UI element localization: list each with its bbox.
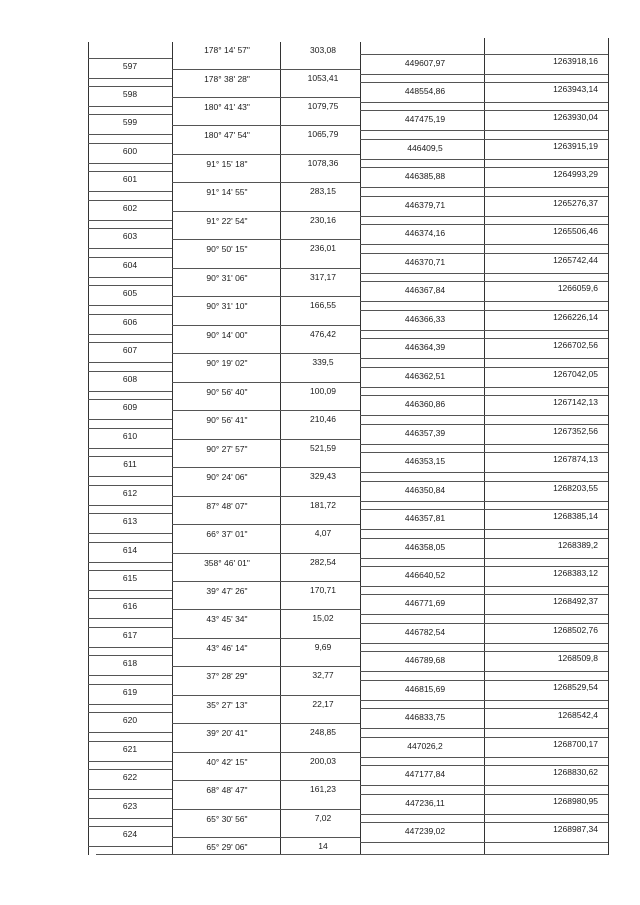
point-number: 604 [122,259,138,270]
row-line-left-lower [88,675,172,676]
point-number: 597 [122,60,138,71]
row-line-mid [172,723,360,724]
coord-y: 1268700,17 [553,738,598,749]
row-line-right [360,54,608,55]
row-line-left [88,314,172,315]
row-line-right-lower [360,216,608,217]
row-line-right [360,509,608,510]
coord-x: 446367,84 [404,285,446,296]
row-line-mid [172,353,360,354]
row-line-left-lower [88,732,172,733]
segment-angle: 90° 50' 15" [206,244,248,255]
coord-y: 1268509,8 [557,653,598,664]
row-line-mid [172,666,360,667]
row-line-mid [172,809,360,810]
row-line-left [88,741,172,742]
segment-distance: 7,02 [314,812,332,823]
segment-distance: 166,55 [310,300,336,311]
segment-angle: 90° 31' 10" [206,301,248,312]
row-line-right [360,623,608,624]
segment-angle: 40° 42' 15" [206,756,248,767]
segment-distance: 329,43 [310,471,336,482]
row-line-left [88,542,172,543]
point-number: 611 [123,459,137,470]
point-number: 609 [122,402,138,413]
row-line-right-lower [360,187,608,188]
point-number: 623 [122,800,138,811]
row-line-left-lower [88,476,172,477]
coord-y: 1266226,14 [553,311,598,322]
row-line-right [360,538,608,539]
segment-distance: 1079,75 [307,101,339,111]
coord-y: 1266059,6 [557,283,598,294]
point-number: 621 [122,743,138,754]
segment-distance: 200,03 [310,755,336,766]
row-line-right [360,367,608,368]
col-line-2 [280,42,281,855]
row-line-mid [172,125,360,126]
segment-angle: 91° 15' 18" [206,158,248,169]
coord-x: 447026,2 [407,740,443,751]
row-line-left [88,200,172,201]
segment-angle: 178° 38' 28" [204,73,250,84]
row-line-right-lower [360,671,608,672]
row-line-mid [172,553,360,554]
row-line-left [88,684,172,685]
row-line-mid [172,182,360,183]
coord-y: 1268383,12 [553,568,598,578]
point-number: 619 [122,686,138,697]
coord-y: 1268830,62 [553,767,598,778]
coord-y: 1263918,16 [553,55,598,66]
point-number: 615 [122,573,138,583]
row-line-right-lower [360,387,608,388]
row-line-right [360,651,608,652]
row-line-right-lower [360,301,608,302]
coord-y: 1268987,34 [553,824,598,835]
row-line-left [88,86,172,87]
row-line-left [88,598,172,599]
coord-y: 1268492,37 [553,596,598,607]
coord-x: 447239,02 [404,826,446,837]
row-line-right-lower [360,785,608,786]
coord-y: 1268980,95 [553,795,598,806]
segment-distance: 181,72 [310,499,336,510]
row-line-right [360,281,608,282]
coord-y: 1264993,29 [553,169,598,180]
row-line-right-lower [360,728,608,729]
row-line-mid [172,154,360,155]
row-line-right [360,338,608,339]
coord-y: 1263930,04 [553,112,598,123]
coord-x: 446833,75 [404,712,446,723]
row-line-right [360,82,608,83]
row-line-left-lower [88,505,172,506]
row-line-mid [172,325,360,326]
point-number: 614 [122,544,138,555]
segment-angle: 180° 47' 54" [204,130,250,141]
coord-y: 1267042,05 [553,368,598,379]
point-number: 600 [122,145,138,156]
row-line-left-lower [88,448,172,449]
row-line-right [360,822,608,823]
row-line-right [360,253,608,254]
row-line-right-lower [360,244,608,245]
row-line-right-lower [360,558,608,559]
row-line-right-lower [360,643,608,644]
row-line-right [360,765,608,766]
row-line-left-lower [88,334,172,335]
segment-distance: 100,09 [310,385,336,396]
row-line-right [360,139,608,140]
col-line-3 [360,42,361,855]
coord-x: 446370,71 [404,256,446,267]
row-line-left-lower [88,134,172,135]
segment-angle: 90° 31' 06" [206,272,248,283]
segment-angle: 43° 45' 34" [206,614,248,625]
coord-x: 447236,11 [405,797,445,808]
row-line-left [88,342,172,343]
row-line-mid [172,268,360,269]
segment-angle: 66° 37' 01" [206,529,248,539]
point-number: 618 [122,658,138,669]
point-number: 613 [122,516,138,526]
row-line-left-lower [88,248,172,249]
coord-y: 1263943,14 [553,84,598,94]
coord-x: 446366,33 [404,313,446,324]
row-line-left [88,371,172,372]
row-line-left [88,285,172,286]
row-line-left-lower [88,391,172,392]
segment-angle: 90° 56' 41" [206,415,248,426]
row-line-right-lower [360,586,608,587]
row-line-left [88,513,172,514]
segment-angle: 65° 29' 06" [206,842,248,853]
coord-x: 446771,69 [404,598,446,609]
segment-angle: 90° 56' 40" [206,386,248,397]
row-line-mid [172,609,360,610]
coord-x: 446815,69 [404,683,446,694]
row-line-left [88,769,172,770]
point-number: 601 [122,174,138,185]
segment-distance: 283,15 [310,186,336,197]
row-line-mid [172,752,360,753]
segment-distance: 1065,79 [307,129,339,140]
row-line-left-lower [88,106,172,107]
coord-y: 1265742,44 [553,254,598,265]
coord-x: 449607,97 [404,57,446,68]
point-number: 622 [122,772,138,783]
row-line-right [360,224,608,225]
segment-distance: 170,71 [310,585,336,595]
row-line-mid [172,496,360,497]
segment-angle: 39° 20' 41" [206,728,248,739]
segment-angle: 68° 48' 47" [206,785,248,796]
row-line-left-lower [88,362,172,363]
row-line-right [360,110,608,111]
bottom-line [96,854,608,855]
coord-y: 1265276,37 [553,197,598,208]
row-line-left-lower [88,191,172,192]
row-line-right-lower [360,415,608,416]
segment-angle: 178° 14' 57" [204,45,250,55]
row-line-right-lower [360,814,608,815]
point-number: 624 [122,829,138,840]
row-line-mid [172,524,360,525]
row-line-right [360,594,608,595]
segment-angle: 91° 14' 55" [206,187,248,198]
coord-y: 1268385,14 [553,511,598,521]
segment-angle: 90° 24' 06" [206,472,248,483]
coord-y: 1265506,46 [553,226,598,237]
point-number: 603 [122,231,138,242]
coord-x: 446357,81 [404,513,446,523]
row-line-right-lower [360,130,608,131]
segment-distance: 1078,36 [307,157,339,168]
row-line-right-lower [360,358,608,359]
row-line-left [88,456,172,457]
row-line-right-lower [360,444,608,445]
segment-distance: 236,01 [310,243,336,254]
row-line-mid [172,638,360,639]
row-line-left-lower [88,704,172,705]
row-line-right-lower [360,842,608,843]
segment-distance: 32,77 [312,670,334,681]
coord-y: 1267352,56 [553,425,598,436]
point-number: 608 [122,373,138,384]
row-line-right-lower [360,501,608,502]
segment-distance: 303,08 [310,45,336,55]
coord-x: 446640,52 [404,570,446,580]
segment-angle: 91° 22' 54" [206,215,248,226]
row-line-right [360,794,608,795]
segment-angle: 90° 14' 00" [206,329,248,340]
coord-x: 446350,84 [404,484,446,495]
coord-y: 1268529,54 [553,681,598,692]
row-line-right-lower [360,74,608,75]
row-line-left-lower [88,78,172,79]
row-line-left-lower [88,562,172,563]
segment-angle: 90° 27' 57" [206,443,248,454]
row-line-right [360,196,608,197]
coord-x: 447475,19 [404,114,446,125]
coord-x: 446364,39 [404,342,446,353]
row-line-right-lower [360,757,608,758]
row-line-right-lower [360,102,608,103]
col-line-4 [484,38,485,855]
coord-x: 446379,71 [404,199,446,210]
point-number: 598 [122,89,138,99]
point-number: 617 [122,629,138,640]
segment-angle: 90° 19' 02" [206,358,248,369]
point-number: 599 [122,117,138,128]
row-line-right [360,481,608,482]
row-line-right [360,737,608,738]
row-line-right [360,680,608,681]
segment-distance: 230,16 [310,214,336,225]
segment-angle: 87° 48' 07" [206,500,248,511]
row-line-right-lower [360,159,608,160]
row-line-mid [172,837,360,838]
row-line-mid [172,296,360,297]
point-number: 605 [122,288,138,299]
row-line-left-lower [88,846,172,847]
row-line-right-lower [360,529,608,530]
coord-y: 1267874,13 [553,454,598,465]
row-line-left-lower [88,533,172,534]
row-line-mid [172,410,360,411]
segment-angle: 35° 27' 13" [206,699,248,710]
row-line-left [88,399,172,400]
row-line-left [88,143,172,144]
segment-distance: 339,5 [312,357,334,368]
point-number: 610 [122,430,138,441]
row-line-left [88,257,172,258]
point-number: 616 [122,601,138,612]
row-line-mid [172,695,360,696]
coord-x: 446789,68 [404,655,446,666]
coord-y: 1268389,2 [557,539,598,550]
row-line-right-lower [360,330,608,331]
point-number: 612 [122,487,138,498]
segment-distance: 14 [318,841,328,852]
row-line-right [360,424,608,425]
coord-x: 446374,16 [404,228,446,239]
segment-distance: 317,17 [310,271,336,282]
coord-x: 446409,5 [407,142,443,153]
coord-x: 446358,05 [404,541,446,552]
row-line-mid [172,69,360,70]
row-line-left-lower [88,647,172,648]
row-line-right [360,167,608,168]
row-line-left-lower [88,789,172,790]
segment-distance: 15,02 [312,613,334,624]
row-line-left-lower [88,305,172,306]
segment-distance: 210,46 [310,414,336,425]
row-line-mid [172,239,360,240]
coord-y: 1268203,55 [553,482,598,493]
coord-x: 446782,54 [404,626,446,637]
row-line-left-lower [88,220,172,221]
segment-angle: 43° 46' 14" [206,642,248,653]
segment-distance: 1053,41 [307,72,339,83]
segment-angle: 180° 41' 43" [204,102,250,112]
row-line-left-lower [88,761,172,762]
row-line-left-lower [88,419,172,420]
row-line-right [360,395,608,396]
row-line-left [88,428,172,429]
row-line-right [360,310,608,311]
row-line-left [88,798,172,799]
row-line-right-lower [360,614,608,615]
coord-y: 1263915,19 [553,140,598,151]
coord-x: 446353,15 [404,456,446,467]
segment-distance: 521,59 [310,442,336,453]
row-line-mid [172,211,360,212]
col-line-1 [172,42,173,855]
row-line-mid [172,780,360,781]
segment-angle: 358° 46' 01" [204,557,250,568]
segment-distance: 476,42 [310,328,336,339]
row-line-right-lower [360,273,608,274]
row-line-left [88,114,172,115]
row-line-right-lower [360,472,608,473]
row-line-mid [172,382,360,383]
row-line-left-lower [88,163,172,164]
row-line-left [88,171,172,172]
coord-x: 446360,86 [404,399,446,410]
point-number: 602 [122,202,138,213]
row-line-right [360,452,608,453]
segment-angle: 37° 28' 29" [206,671,248,682]
row-line-mid [172,97,360,98]
row-line-left-lower [88,618,172,619]
row-line-left-lower [88,590,172,591]
row-line-mid [172,581,360,582]
point-number: 606 [122,316,138,327]
segment-angle: 39° 47' 26" [206,586,248,596]
coord-y: 1268542,4 [557,710,598,721]
row-line-left [88,826,172,827]
row-line-left [88,655,172,656]
row-line-left [88,485,172,486]
row-line-left-lower [88,277,172,278]
row-line-left [88,712,172,713]
segment-distance: 282,54 [310,556,336,567]
point-number: 607 [122,345,138,356]
row-line-left [88,58,172,59]
coord-x: 446357,39 [404,427,446,438]
segment-distance: 4,07 [314,528,332,538]
col-line-right [608,38,609,855]
coord-x: 446362,51 [404,370,446,381]
row-line-left [88,228,172,229]
coord-y: 1268502,76 [553,624,598,635]
segment-distance: 9,69 [314,641,332,652]
coord-x: 447177,84 [404,769,446,780]
segment-distance: 248,85 [310,727,336,738]
row-line-left [88,627,172,628]
coord-x: 448554,86 [404,86,446,96]
row-line-mid [172,439,360,440]
row-line-right-lower [360,700,608,701]
segment-angle: 65° 30' 56" [206,813,248,824]
coord-x: 446385,88 [404,171,446,182]
segment-distance: 22,17 [312,698,334,709]
coord-y: 1266702,56 [553,340,598,351]
row-line-left [88,570,172,571]
row-line-mid [172,467,360,468]
coord-y: 1267142,13 [553,397,598,408]
row-line-right [360,708,608,709]
row-line-left-lower [88,818,172,819]
point-number: 620 [122,715,138,726]
row-line-right [360,566,608,567]
segment-distance: 161,23 [310,784,336,795]
